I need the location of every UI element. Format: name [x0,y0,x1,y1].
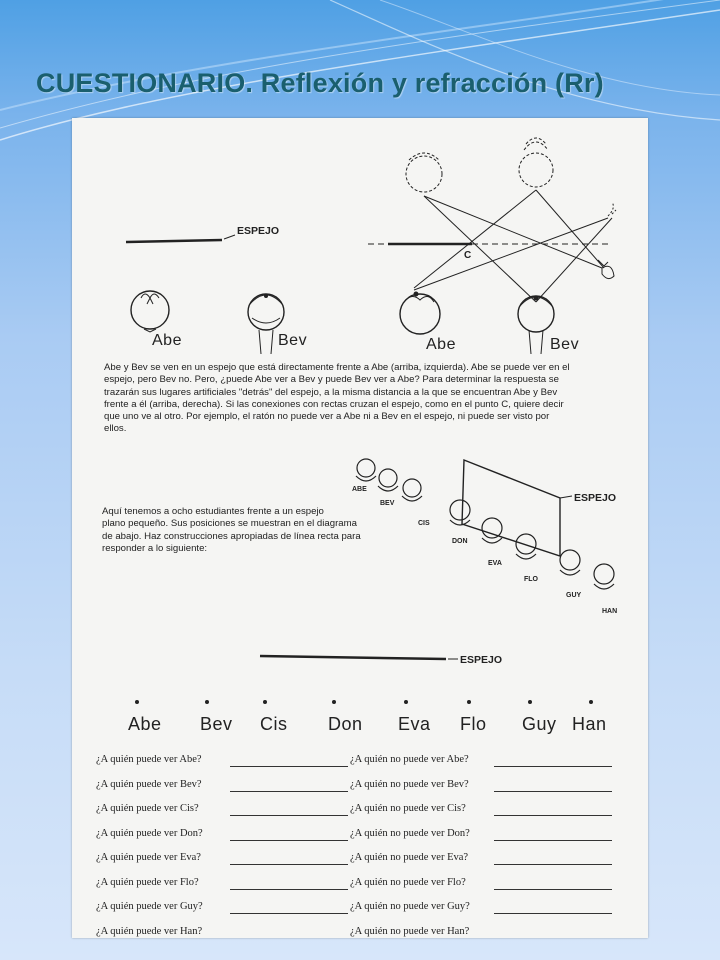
intro-line: frente a él (arriba, derecha). Si las conexiones con rectas cruzan el espejo, como en el punto C, quiere decir [104,398,564,410]
answer-blank[interactable] [230,815,348,816]
student-name-cis: Cis [260,714,288,734]
question-can-see: ¿A quién puede ver Han? [96,925,203,937]
slide-title: CUESTIONARIO. Reflexión y refracción (Rr) [36,68,604,98]
answer-blank[interactable] [230,889,348,890]
bev-label-right: Bev [550,336,580,353]
student-name-abe: Abe [128,714,162,734]
abe-label-right: Abe [426,336,456,353]
bev-label-left: Bev [278,332,308,349]
student-name-eva: Eva [398,714,431,734]
intro-line: espejo, pero Bev no. Pero, ¿puede Abe ver a Bev y puede Bev ver a Abe? Para determinar la respuesta se [104,374,559,386]
mirror-label-students: ESPEJO [574,492,617,504]
question-can-see: ¿A quién puede ver Cis? [96,803,199,814]
answer-blank[interactable] [494,864,612,865]
student-dot [589,700,593,704]
student-name-guy: Guy [522,714,557,734]
student-dot [467,700,471,704]
task-line: de abajo. Haz construcciones apropiadas de línea recta para [102,530,361,542]
small-label-flo: FLO [524,576,538,583]
answer-blank[interactable] [494,913,612,914]
point-c-label: C [464,250,472,261]
answer-blank[interactable] [494,766,612,767]
question-cannot-see: ¿A quién no puede ver Don? [350,827,470,839]
student-name-han: Han [572,714,607,734]
student-dot [404,700,408,704]
question-can-see: ¿A quién puede ver Flo? [96,876,199,888]
answer-blank[interactable] [494,840,612,841]
small-label-bev: BEV [380,500,395,507]
intro-paragraph [104,362,644,436]
answer-blank[interactable] [230,864,348,865]
mirror-label-bottom: ESPEJO [460,654,503,666]
student-dot [332,700,336,704]
bev-head-right-icon [518,296,554,355]
intro-line: trazarán sus lugares artificiales "detrás" del espejo, a la misma distancia a la que se encuentran Abe y Bev [104,386,558,398]
abe-label-left: Abe [152,332,182,349]
question-cannot-see: ¿A quién no puede ver Cis? [350,803,466,814]
intro-line: ellos. [104,423,127,435]
task-line: responder a lo siguiente: [102,542,208,554]
bottom-mirror [72,646,648,666]
student-dot [135,700,139,704]
answer-blank[interactable] [494,889,612,890]
answer-blank[interactable] [494,815,612,816]
answer-blank[interactable] [230,938,348,939]
answer-blank[interactable] [494,938,612,939]
intro-line: que uno ve al otro. Por ejemplo, el ratón no puede ver a Abe ni a Bev en el espejo, ni puede ser visto por [104,411,550,423]
answer-blank[interactable] [230,840,348,841]
mirror-diagram [72,118,648,358]
small-label-don: DON [452,538,468,545]
question-can-see: ¿A quién puede ver Abe? [96,754,202,765]
question-cannot-see: ¿A quién no puede ver Flo? [350,876,466,888]
mouse-icon [598,260,614,279]
abe-head-right-icon [400,292,440,335]
answer-blank[interactable] [230,766,348,767]
small-label-han: HAN [602,608,618,615]
answer-blank[interactable] [494,791,612,792]
question-can-see: ¿A quién puede ver Bev? [96,778,202,790]
answer-blank[interactable] [230,791,348,792]
abe-head-icon [131,291,169,332]
student-dot [263,700,267,704]
task-line: Aquí tenemos a ocho estudiantes frente a un espejo [102,506,324,517]
students-illustration [342,448,642,628]
question-cannot-see: ¿A quién no puede ver Guy? [350,901,470,912]
student-name-bev: Bev [200,714,233,734]
question-can-see: ¿A quién puede ver Eva? [96,852,201,863]
question-can-see: ¿A quién puede ver Don? [96,827,203,839]
small-label-abe: ABE [352,486,367,493]
worksheet-scan [72,118,648,938]
answer-blank[interactable] [230,913,348,914]
student-name-don: Don [328,714,363,734]
student-dot [205,700,209,704]
student-dot [528,700,532,704]
small-label-guy: GUY [566,592,582,599]
question-cannot-see: ¿A quién no puede ver Eva? [350,852,469,863]
question-cannot-see: ¿A quién no puede ver Han? [350,925,470,937]
mirror-label-top-left: ESPEJO [237,225,280,237]
question-can-see: ¿A quién puede ver Guy? [96,901,203,912]
task-line: plano pequeño. Sus posiciones se muestran en el diagrama [102,518,357,530]
question-cannot-see: ¿A quién no puede ver Abe? [350,754,469,765]
small-label-cis: CIS [418,520,430,527]
intro-line: Abe y Bev se ven en un espejo que está directamente frente a Abe (arriba, izquierda). Abe se puede ver en el [104,362,570,373]
small-label-eva: EVA [488,560,502,567]
student-name-flo: Flo [460,714,487,734]
question-cannot-see: ¿A quién no puede ver Bev? [350,778,469,790]
